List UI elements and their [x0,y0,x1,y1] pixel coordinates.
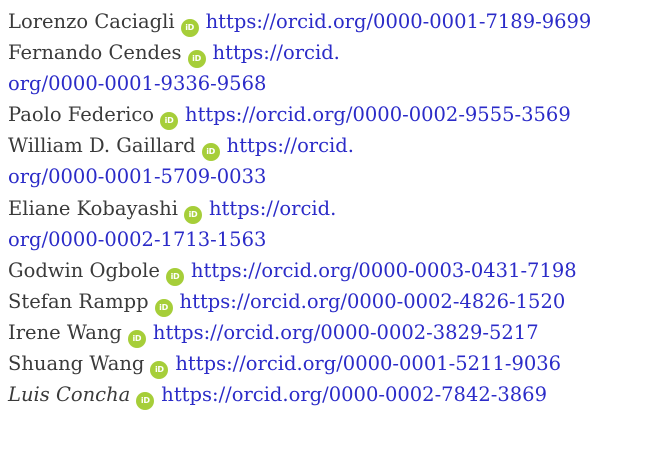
orcid-link[interactable]: https://orcid. [226,134,354,158]
author-name: Paolo Federico [8,103,155,127]
author-entry-gaillard [8,130,651,161]
author-entry-gaillard-continued [8,161,651,192]
orcid-link[interactable]: https://orcid.org/0000-0002-4826-1520 [179,289,566,313]
author-entry-federico [8,99,651,130]
orcid-icon: iD [202,143,220,161]
author-name: Lorenzo Caciagli [8,10,175,33]
orcid-icon: iD [150,361,168,379]
author-entry-irene-wang [8,317,651,348]
orcid-icon: iD [155,299,173,317]
author-name: Shuang Wang [8,352,145,376]
author-entry-rampp [8,286,651,317]
orcid-icon: iD [181,19,199,37]
orcid-link[interactable]: https://orcid.org/0000-0002-3829-5217 [152,320,539,344]
author-name: Irene Wang [8,320,122,344]
orcid-link[interactable]: https://orcid.org/0000-0001-5211-9036 [175,352,562,376]
orcid-link-continued[interactable]: org/0000-0002-1713-1563 [8,227,267,251]
orcid-link-continued[interactable]: org/0000-0001-5709-0033 [8,165,267,189]
orcid-icon: iD [160,112,178,130]
orcid-icon: iD [128,330,146,348]
orcid-link[interactable]: https://orcid.org/0000-0002-9555-3569 [185,103,571,127]
author-entry-ogbole [8,255,651,286]
author-entry-shuang-wang [8,348,651,379]
author-name: William D. Gaillard [8,134,196,158]
author-entry-kobayashi-continued [8,224,651,255]
author-entry-cendes-continued [8,68,651,99]
author-entry-concha [8,379,651,410]
orcid-link[interactable]: https://orcid.org/0000-0003-0431-7198 [190,258,577,282]
orcid-icon: iD [184,206,202,224]
author-name: Godwin Ogbole [8,258,160,282]
author-name: Luis Concha [8,383,131,407]
orcid-icon: iD [136,392,154,410]
author-entry-caciagli [8,6,651,37]
author-name: Stefan Rampp [8,289,149,313]
orcid-link[interactable]: https://orcid. [208,196,337,220]
author-name: Eliane Kobayashi [8,196,178,220]
author-entry-cendes [8,37,651,68]
author-orcid-list [8,6,651,410]
orcid-link[interactable]: https://orcid. [212,41,340,65]
orcid-icon: iD [166,268,184,286]
author-entry-kobayashi [8,193,651,224]
orcid-link[interactable]: https://orcid.org/0000-0002-7842-3869 [161,383,547,407]
author-name: Fernando Cendes [8,41,182,65]
orcid-icon: iD [188,50,206,68]
orcid-link-continued[interactable]: org/0000-0001-9336-9568 [8,72,267,96]
orcid-link[interactable]: https://orcid.org/0000-0001-7189-9699 [205,10,592,33]
